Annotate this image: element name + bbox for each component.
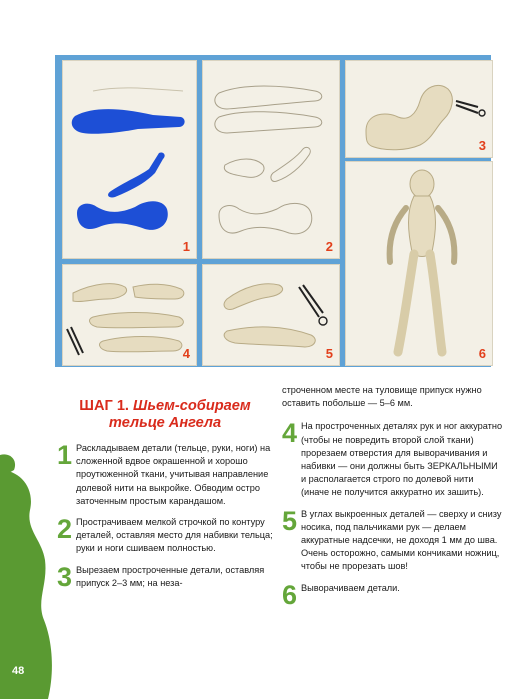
step-5	[282, 505, 504, 574]
green-page-edge-decoration	[0, 0, 55, 699]
step-text-2: Прострачиваем мелкой строчкой по контуру деталей, оставляя место для набивки тельца; руки и ноги сшиваем полностью.	[76, 517, 273, 554]
step-number-5: 5	[282, 505, 298, 536]
step-4	[282, 420, 504, 499]
photo-number-3: 3	[478, 138, 486, 153]
step-1	[57, 442, 273, 508]
page-number: 48	[12, 665, 25, 677]
step-number-3: 3	[57, 561, 73, 592]
photo-number-1: 1	[182, 239, 190, 254]
photo-step-2	[202, 60, 340, 259]
step-text-5: В углах выкроенных деталей — сверху и снизу носика, под пальчиками рук — делаем аккуратные надсечки, не доходя 1 мм до шва. Очень осторожно, самыми кончиками ножниц, чтобы не прорезать шов!	[301, 508, 502, 572]
step-2	[57, 516, 273, 556]
step-number-4: 4	[282, 418, 298, 449]
step-text-1: Раскладываем детали (тельце, руки, ноги) на сложенной вдвое окрашенной и хорошо проутюженной ткани, учитывая направление долевой нити на выкройке. Обводим остро заточенным простым карандашом.	[76, 443, 271, 506]
photo-step-6	[345, 161, 493, 366]
photo-number-6: 6	[478, 346, 486, 361]
step-6	[282, 579, 504, 610]
photo-step-4	[62, 264, 197, 366]
photo-step-5	[202, 264, 340, 366]
step-number-1: 1	[57, 440, 73, 470]
photo-number-2: 2	[325, 239, 333, 254]
photo-step-1	[62, 60, 197, 259]
photo-step-3	[345, 60, 493, 158]
photo-collage	[55, 55, 491, 367]
step-text-3-part1: Вырезаем простроченные детали, оставляя припуск 2–3 мм; на неза-	[76, 564, 265, 588]
heading-line2: тельце Ангела	[108, 415, 222, 431]
stitched-outlines-illustration	[203, 61, 339, 258]
cut-body-piece-illustration	[346, 61, 492, 157]
photo-number-4: 4	[182, 346, 190, 361]
step-3	[57, 561, 273, 592]
notching-pieces-illustration	[203, 265, 339, 365]
step-text-4: На простроченных деталях рук и ног аккуратно (чтобы не повредить второй слой ткани) прорезаем отверстия для выворачивания и набивки — они должны быть ЗЕРКАЛЬНЫМИ и располагается строго по долевой нити (иначе не получится аккуратно их зашить).	[301, 421, 503, 498]
step-number-6: 6	[282, 579, 298, 610]
heading-line1: Шьем-собираем	[133, 398, 251, 414]
step-text-3-part2: строченном месте на туловище припуск нужно оставить побольше — 5–6 мм.	[282, 385, 482, 409]
step-text-6: Выворачиваем детали.	[301, 582, 400, 593]
step-heading	[57, 398, 273, 432]
photo-number-5: 5	[325, 346, 333, 361]
arm-leg-pieces-illustration	[63, 265, 196, 365]
text-column-left	[57, 398, 273, 598]
step-number-2: 2	[57, 514, 73, 545]
pattern-pieces-illustration	[63, 61, 196, 258]
turned-out-doll-parts-illustration	[346, 162, 492, 365]
heading-prefix: ШАГ 1.	[79, 398, 129, 414]
text-column-right	[282, 384, 504, 615]
